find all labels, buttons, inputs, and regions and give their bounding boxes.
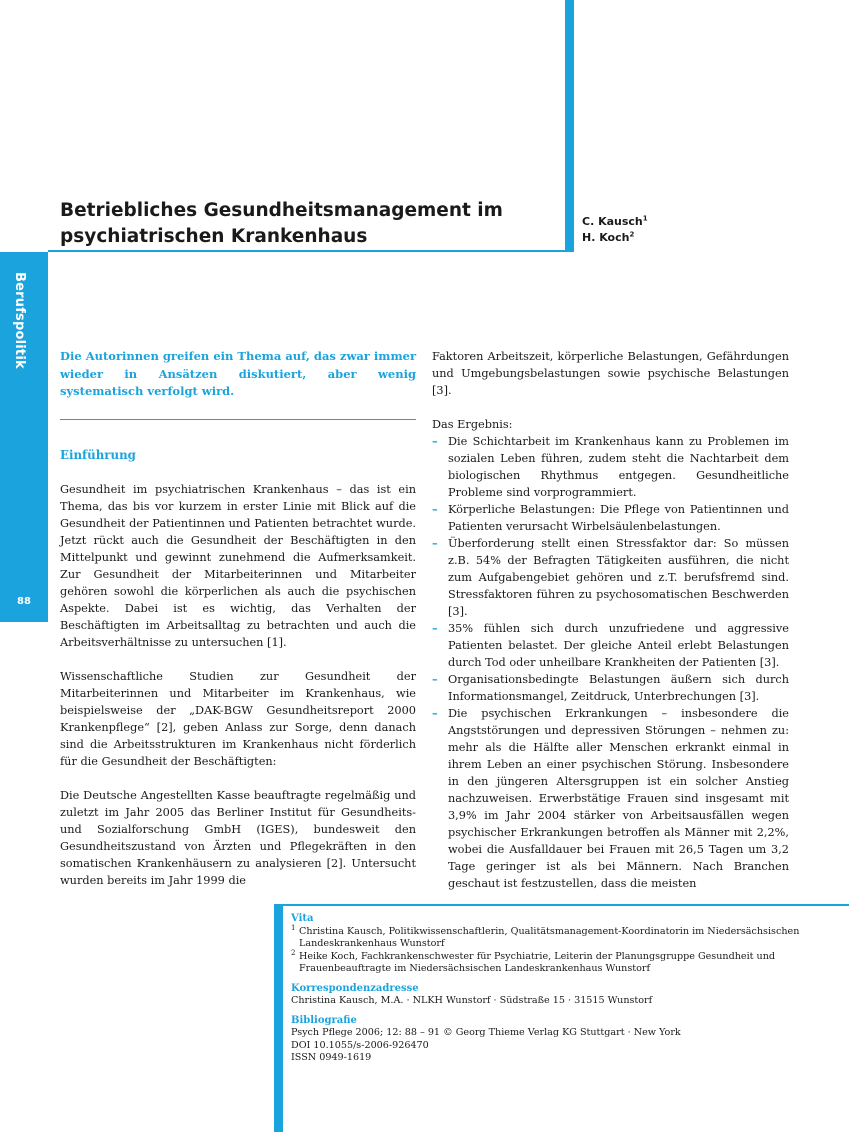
- address-heading: Korrespondenzadresse: [291, 982, 419, 994]
- list-item: – Organisationsbedingte Belastungen äußern sich durch Informationsmangel, Zeitdruck, Unterbrechungen [3].: [432, 671, 789, 705]
- title-line-1: Betriebliches Gesundheitsmanagement im: [60, 200, 503, 221]
- author: C. Kausch$^1$: [582, 214, 648, 228]
- bibliography-line: ISSN 0949-1619: [291, 1052, 372, 1063]
- bibliography-line: DOI 10.1055/s-2006-926470: [291, 1039, 429, 1051]
- vita-heading: Vita: [291, 913, 314, 924]
- list-item: – Überforderung stellt einen Stressfaktor dar: So müssen z.B. 54% der Befragten Tätigkeiten ausführen, die nicht zum Aufgabengebiet gehören und z.T. berufsfremd sind. Stressfaktoren führen zu psychosomatischen Beschwerden [3].: [432, 535, 789, 620]
- lead-rule: [60, 419, 416, 420]
- list-item: – Die Schichtarbeit im Krankenhaus kann zu Problemen im sozialen Leben führen, zudem steht die Nachtarbeit dem biologischen Rhythmus entgegen. Gesundheitliche Probleme sind vorprogrammiert.: [432, 433, 789, 501]
- info-box: [291, 913, 831, 1065]
- title-rule: [48, 250, 574, 252]
- results-label: Das Ergebnis:: [432, 418, 513, 431]
- list-item: – Körperliche Belastungen: Die Pflege von Patientinnen und Patienten verursacht Wirbelsäulenbelastungen.: [432, 501, 789, 535]
- lead-paragraph: Die Autorinnen greifen ein Thema auf, das zwar immer wieder in Ansätzen diskutiert, aber wenig systematisch verfolgt wird.: [60, 349, 416, 398]
- vita-entry: $^1$ Christina Kausch, Politikwissenschaftlerin, Qualitätsmanagement-Koordinatorin im Niedersächsischen Landeskrankenhaus Wunstorf: [291, 923, 800, 949]
- page-number: 88: [17, 596, 31, 607]
- title-line-2: psychiatrischen Krankenhaus: [60, 226, 368, 247]
- list-item: – Die psychischen Erkrankungen – insbesondere die Angststörungen und depressiven Störungen – nehmen zu: mehr als die Hälfte aller Menschen erkrankt einmal in ihrem Leben an einer psychischen Störung. Insbesondere in den jüngeren Altersgruppen ist ein solcher Anstieg nachzuweisen. Erwerbstätige Frauen sind insgesamt mit 3,9% im Jahr 2004 stärker von Arbeitsausfällen wegen psychischer Erkrankungen betroffen als Männer mit 2,2%, wobei die Ausfalldauer bei Frauen mit 26,5 Tagen um 3,2 Tage geringer ist als bei Männern. Nach Branchen geschaut ist festzustellen, dass die meisten: [432, 705, 789, 892]
- right-column: [432, 348, 789, 892]
- results-list: [432, 433, 789, 892]
- bibliography-heading: Bibliografie: [291, 1014, 357, 1026]
- list-item: – 35% fühlen sich durch unzufriedene und aggressive Patienten belastet. Der gleiche Anteil erlebt Belastungen durch Tod oder unheilbare Krankheiten der Patienten [3].: [432, 620, 789, 671]
- article-title: [60, 198, 550, 250]
- infobox-bar: [274, 904, 283, 1132]
- section-heading: Einführung: [60, 447, 136, 462]
- author-list: [582, 214, 648, 246]
- body-paragraph: Faktoren Arbeitszeit, körperliche Belastungen, Gefährdungen und Umgebungsbelastungen sowie psychische Belastungen [3].: [432, 350, 789, 397]
- section-label: Berufspolitik: [12, 272, 27, 369]
- vita-entry: $^2$ Heike Koch, Fachkrankenschwester für Psychiatrie, Leiterin der Planungsgruppe Gesundheit und Frauenbeauftragte im Niedersächsischen Landeskrankenhaus Wunstorf: [291, 948, 776, 974]
- body-paragraph: Wissenschaftliche Studien zur Gesundheit der Mitarbeiterinnen und Mitarbeiter im Krankenhaus, wie beispielsweise der „DAK-BGW Gesundheitsreport 2000 Krankenpflege“ [2], geben Anlass zur Sorge, denn danach sind die Arbeitsstrukturen im Krankenhaus nicht förderlich für die Gesundheit der Beschäftigten:: [60, 669, 416, 768]
- body-paragraph: Gesundheit im psychiatrischen Krankenhaus – das ist ein Thema, das bis vor kurzem in erster Linie mit Blick auf die Gesundheit der Patientinnen und Patienten betrachtet wurde. Jetzt rückt auch die Gesundheit der Beschäftigten in den Mittelpunkt und gewinnt zunehmend die Aufmerksamkeit. Zur Gesundheit der Mitarbeiterinnen und Mitarbeiter gehören sowohl die körperlichen als auch die psychischen Aspekte. Dabei ist es wichtig, das Verhalten der Beschäftigten im Arbeitsalltag zu betrachten und auch die Arbeitsverhältnisse zu untersuchen [1].: [60, 482, 416, 649]
- correspondence-address: Christina Kausch, M.A. · NLKH Wunstorf · Südstraße 15 · 31515 Wunstorf: [291, 995, 653, 1006]
- accent-bar-top: [565, 0, 574, 252]
- bibliography-line: Psych Pflege 2006; 12: 88 – 91 © Georg Thieme Verlag KG Stuttgart · New York: [291, 1027, 681, 1038]
- left-column: [60, 348, 416, 906]
- infobox-rule: [283, 904, 849, 906]
- body-paragraph: Die Deutsche Angestellten Kasse beauftragte regelmäßig und zuletzt im Jahr 2005 das Berliner Institut für Gesundheits- und Sozialforschung GmbH (IGES), bundesweit den Gesundheitszustand von Ärzten und Pflegekräften in den somatischen Krankenhäusern zu analysieren [2]. Untersucht wurden bereits im Jahr 1999 die: [60, 788, 416, 887]
- author: H. Koch$^2$: [582, 230, 635, 244]
